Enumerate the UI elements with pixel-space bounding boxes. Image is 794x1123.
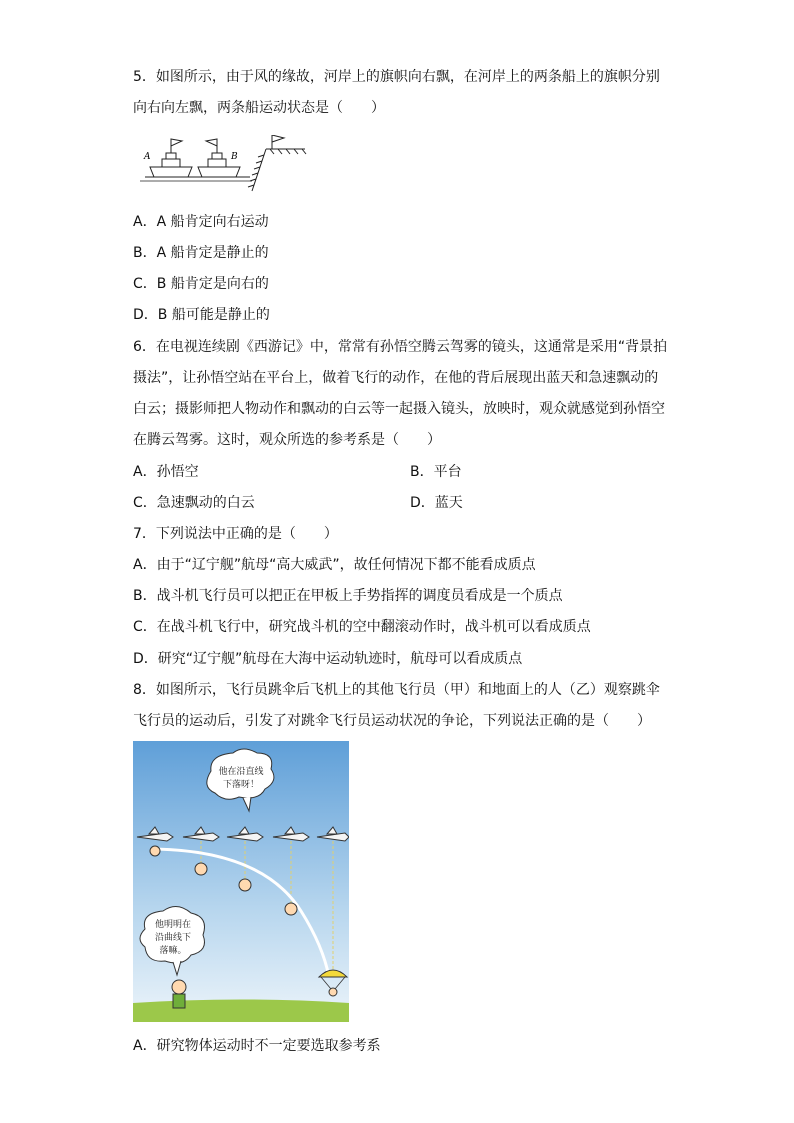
boat-b (198, 139, 240, 177)
bubble-bottom-line2: 沿曲线下 (154, 933, 192, 943)
q7-option-d: D．研究“辽宁舰”航母在大海中运动轨迹时，航母可以看成质点 (133, 651, 523, 667)
bubble-bottom-line3: 落嘛。 (159, 946, 187, 956)
bubble-bottom-line1: 他明明在 (154, 920, 192, 930)
q8-option-a: A．研究物体运动时不一定要选取参考系 (133, 1038, 381, 1054)
q6-stem-line3: 白云；摄影师把人物动作和飘动的白云等一起摄入镜头，放映时，观众就感觉到孙悟空 (133, 401, 665, 417)
ground (133, 1000, 349, 1023)
q6-stem-line1: 6．在电视连续剧《西游记》中，常常有孙悟空腾云驾雾的镜头，这通常是采用“背景拍 (133, 339, 668, 355)
bubble-top-line1: 他在沿直线 (218, 767, 264, 777)
q6-stem-line2: 摄法”，让孙悟空站在平台上，做着飞行的动作，在他的背后展现出蓝天和急速飘动的 (133, 370, 659, 386)
ground-observer (172, 980, 186, 1008)
q7-option-b: B．战斗机飞行员可以把正在甲板上手势指挥的调度员看成是一个质点 (133, 588, 563, 604)
q5-option-a: A．A 船肯定向右运动 (133, 214, 269, 230)
parachute-cartoon-figure (133, 741, 349, 1022)
boat-a (143, 139, 192, 177)
q8-stem-line1: 8．如图所示，飞行员跳伞后飞机上的其他飞行员（甲）和地面上的人（乙）观察跳伞 (133, 682, 660, 698)
boats-flags-figure (140, 135, 310, 195)
q8-stem-line2: 飞行员的运动后，引发了对跳伞飞行员运动状况的争论，下列说法正确的是（ ） (133, 713, 651, 729)
q7-option-a: A．由于“辽宁舰”航母“高大威武”，故任何情况下都不能看成质点 (133, 557, 536, 573)
q7-option-c: C．在战斗机飞行中，研究战斗机的空中翻滚动作时，战斗机可以看成质点 (133, 619, 591, 635)
bank-flag (272, 135, 284, 142)
q6-option-b: B．平台 (410, 464, 462, 480)
q6-option-a: A．孙悟空 (133, 464, 199, 480)
q6-stem-line4: 在腾云驾雾。这时，观众所选的参考系是（ ） (133, 432, 441, 448)
q5-option-c: C．B 船肯定是向右的 (133, 276, 269, 292)
label-b: B (231, 152, 238, 162)
q6-option-c: C．急速飘动的白云 (133, 495, 255, 511)
q6-option-d: D．蓝天 (410, 495, 463, 511)
q7-stem: 7．下列说法中正确的是（ ） (133, 526, 338, 542)
bubble-top-line2: 下落呀！ (222, 780, 260, 790)
q5-stem-line1: 5．如图所示，由于风的缘故，河岸上的旗帜向右飘，在河岸上的两条船上的旗帜分别 (133, 69, 660, 85)
q5-stem-line2: 向右向左飘，两条船运动状态是（ ） (133, 100, 385, 116)
q5-option-d: D．B 船可能是静止的 (133, 307, 270, 323)
label-a: A (144, 152, 151, 162)
q5-option-b: B．A 船肯定是静止的 (133, 245, 269, 261)
river-bank (248, 135, 306, 191)
